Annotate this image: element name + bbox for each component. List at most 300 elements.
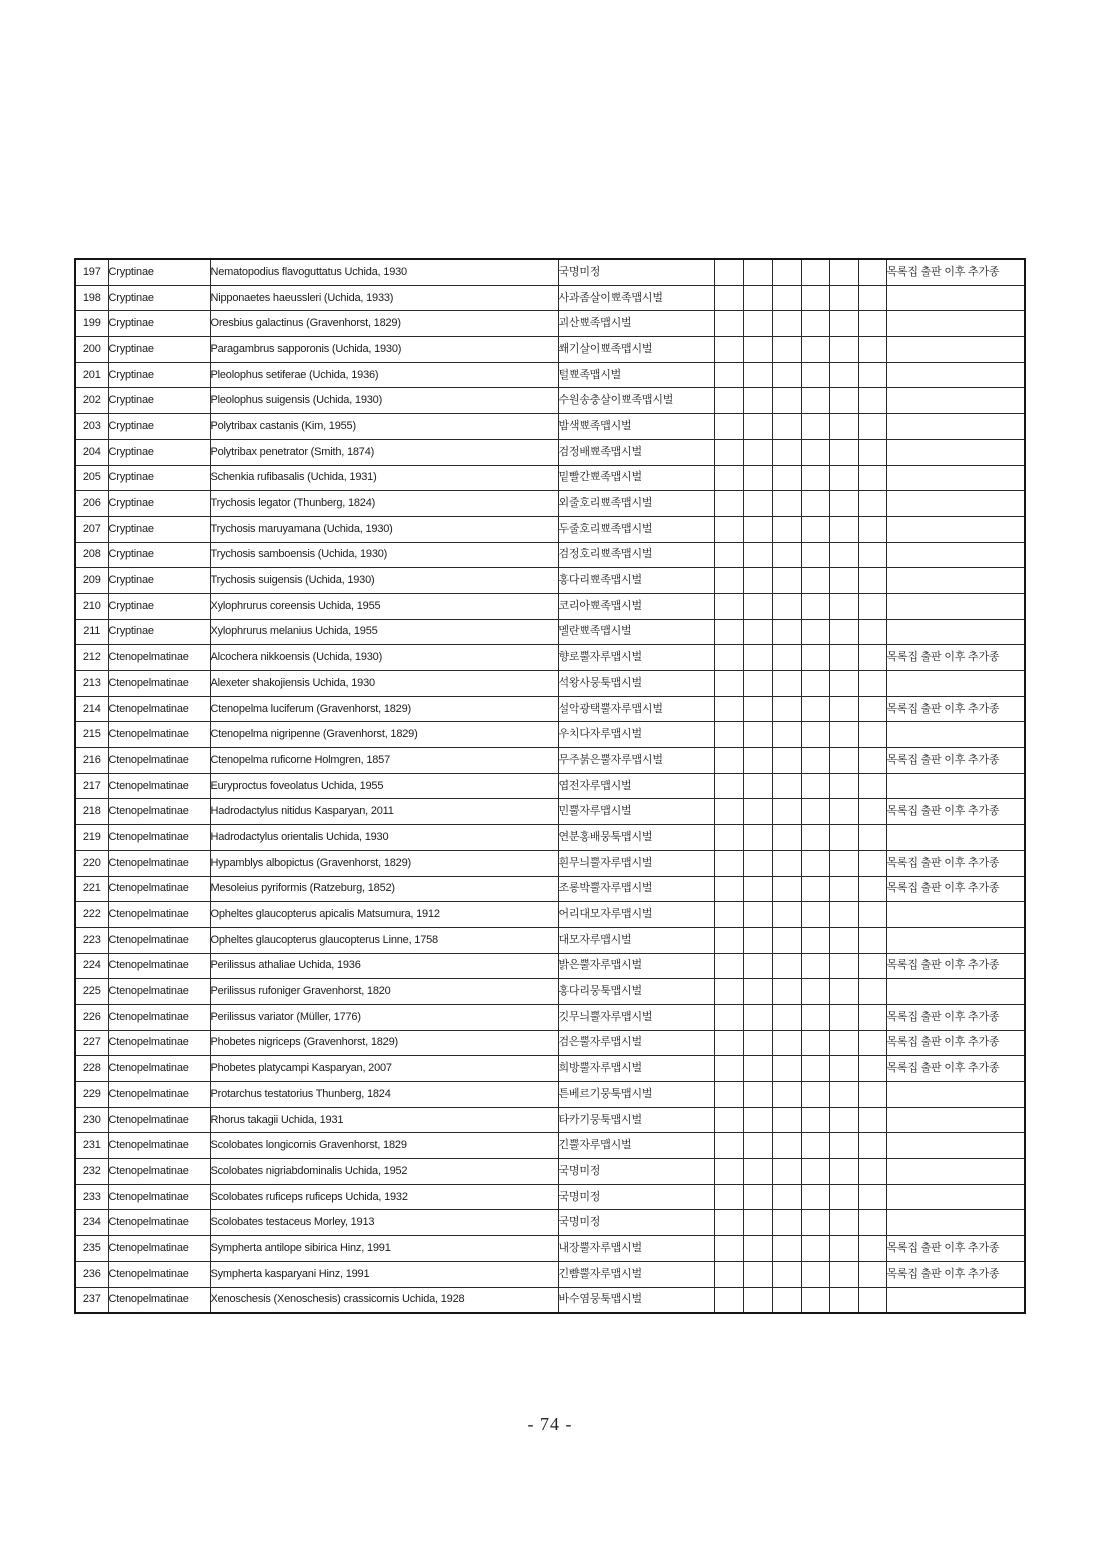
note-cell <box>886 1184 1025 1210</box>
note-cell: 목록집 출판 이후 추가종 <box>886 1030 1025 1056</box>
checklist-empty-cell <box>801 1236 829 1262</box>
checklist-empty-cell <box>829 1287 858 1313</box>
korean-name-cell: 깃무늬뿔자루맵시벌 <box>558 1004 714 1030</box>
subfamily-cell: Ctenopelmatinae <box>108 773 210 799</box>
checklist-empty-cell <box>743 722 772 748</box>
subfamily-cell: Ctenopelmatinae <box>108 799 210 825</box>
checklist-empty-cell <box>801 696 829 722</box>
checklist-empty-cell <box>743 825 772 851</box>
species-table-body <box>75 259 1025 1313</box>
subfamily-cell: Ctenopelmatinae <box>108 1184 210 1210</box>
row-number-cell: 229 <box>75 1082 108 1108</box>
checklist-empty-cell <box>772 1261 801 1287</box>
scientific-name-cell: Ctenopelma ruficorne Holmgren, 1857 <box>210 748 558 774</box>
checklist-empty-cell <box>829 696 858 722</box>
checklist-empty-cell <box>772 259 801 285</box>
subfamily-cell: Ctenopelmatinae <box>108 1056 210 1082</box>
row-number-cell: 209 <box>75 568 108 594</box>
note-cell <box>886 902 1025 928</box>
checklist-empty-cell <box>743 850 772 876</box>
checklist-empty-cell <box>858 388 886 414</box>
checklist-empty-cell <box>801 773 829 799</box>
checklist-empty-cell <box>858 902 886 928</box>
subfamily-cell: Ctenopelmatinae <box>108 979 210 1005</box>
table-row <box>75 362 1025 388</box>
row-number-cell: 232 <box>75 1159 108 1185</box>
checklist-empty-cell <box>801 902 829 928</box>
checklist-empty-cell <box>714 362 743 388</box>
table-row <box>75 1056 1025 1082</box>
checklist-empty-cell <box>743 259 772 285</box>
checklist-empty-cell <box>858 311 886 337</box>
table-row <box>75 259 1025 285</box>
checklist-empty-cell <box>858 1133 886 1159</box>
checklist-empty-cell <box>801 337 829 363</box>
checklist-empty-cell <box>714 1236 743 1262</box>
checklist-empty-cell <box>829 285 858 311</box>
scientific-name-cell: Trychosis maruyamana (Uchida, 1930) <box>210 516 558 542</box>
checklist-empty-cell <box>829 414 858 440</box>
checklist-empty-cell <box>772 1287 801 1313</box>
subfamily-cell: Ctenopelmatinae <box>108 876 210 902</box>
row-number-cell: 236 <box>75 1261 108 1287</box>
scientific-name-cell: Perilissus rufoniger Gravenhorst, 1820 <box>210 979 558 1005</box>
scientific-name-cell: Phobetes platycampi Kasparyan, 2007 <box>210 1056 558 1082</box>
checklist-empty-cell <box>772 516 801 542</box>
note-cell: 목록집 출판 이후 추가종 <box>886 850 1025 876</box>
checklist-empty-cell <box>858 414 886 440</box>
checklist-empty-cell <box>858 1107 886 1133</box>
scientific-name-cell: Paragambrus sapporonis (Uchida, 1930) <box>210 337 558 363</box>
subfamily-cell: Ctenopelmatinae <box>108 645 210 671</box>
checklist-empty-cell <box>858 876 886 902</box>
checklist-empty-cell <box>743 593 772 619</box>
note-cell <box>886 388 1025 414</box>
checklist-empty-cell <box>772 850 801 876</box>
checklist-empty-cell <box>714 259 743 285</box>
checklist-empty-cell <box>743 902 772 928</box>
checklist-empty-cell <box>801 876 829 902</box>
checklist-empty-cell <box>801 285 829 311</box>
scientific-name-cell: Sympherta antilope sibirica Hinz, 1991 <box>210 1236 558 1262</box>
korean-name-cell: 털뾰족맵시벌 <box>558 362 714 388</box>
checklist-empty-cell <box>829 850 858 876</box>
checklist-empty-cell <box>772 1210 801 1236</box>
korean-name-cell: 연분홍배뭉툭맵시벌 <box>558 825 714 851</box>
checklist-empty-cell <box>743 1082 772 1108</box>
checklist-empty-cell <box>743 465 772 491</box>
table-row <box>75 671 1025 697</box>
checklist-empty-cell <box>772 748 801 774</box>
scientific-name-cell: Mesoleius pyriformis (Ratzeburg, 1852) <box>210 876 558 902</box>
row-number-cell: 200 <box>75 337 108 363</box>
note-cell <box>886 773 1025 799</box>
checklist-empty-cell <box>858 1159 886 1185</box>
checklist-empty-cell <box>801 311 829 337</box>
note-cell: 목록집 출판 이후 추가종 <box>886 748 1025 774</box>
checklist-empty-cell <box>829 773 858 799</box>
note-cell <box>886 1082 1025 1108</box>
table-row <box>75 1082 1025 1108</box>
scientific-name-cell: Hadrodactylus orientalis Uchida, 1930 <box>210 825 558 851</box>
row-number-cell: 213 <box>75 671 108 697</box>
note-cell <box>886 1107 1025 1133</box>
checklist-empty-cell <box>829 1159 858 1185</box>
checklist-empty-cell <box>772 825 801 851</box>
checklist-empty-cell <box>743 645 772 671</box>
checklist-empty-cell <box>772 1159 801 1185</box>
checklist-empty-cell <box>714 748 743 774</box>
checklist-empty-cell <box>801 619 829 645</box>
table-row <box>75 388 1025 414</box>
note-cell: 목록집 출판 이후 추가종 <box>886 799 1025 825</box>
note-cell <box>886 414 1025 440</box>
checklist-empty-cell <box>801 388 829 414</box>
note-cell: 목록집 출판 이후 추가종 <box>886 1236 1025 1262</box>
row-number-cell: 221 <box>75 876 108 902</box>
checklist-empty-cell <box>714 1261 743 1287</box>
checklist-empty-cell <box>801 362 829 388</box>
scientific-name-cell: Polytribax castanis (Kim, 1955) <box>210 414 558 440</box>
scientific-name-cell: Ctenopelma nigripenne (Gravenhorst, 1829) <box>210 722 558 748</box>
checklist-empty-cell <box>714 979 743 1005</box>
checklist-empty-cell <box>801 1056 829 1082</box>
checklist-empty-cell <box>743 1030 772 1056</box>
note-cell <box>886 311 1025 337</box>
scientific-name-cell: Pleolophus setiferae (Uchida, 1936) <box>210 362 558 388</box>
checklist-empty-cell <box>772 773 801 799</box>
row-number-cell: 219 <box>75 825 108 851</box>
checklist-empty-cell <box>801 491 829 517</box>
subfamily-cell: Ctenopelmatinae <box>108 850 210 876</box>
row-number-cell: 228 <box>75 1056 108 1082</box>
note-cell <box>886 593 1025 619</box>
checklist-empty-cell <box>858 1004 886 1030</box>
subfamily-cell: Ctenopelmatinae <box>108 1287 210 1313</box>
table-row <box>75 722 1025 748</box>
table-row <box>75 1261 1025 1287</box>
checklist-empty-cell <box>743 927 772 953</box>
checklist-empty-cell <box>714 542 743 568</box>
table-row <box>75 439 1025 465</box>
checklist-empty-cell <box>714 1082 743 1108</box>
checklist-empty-cell <box>772 311 801 337</box>
korean-name-cell: 석왕사뭉툭맵시벌 <box>558 671 714 697</box>
checklist-empty-cell <box>714 491 743 517</box>
scientific-name-cell: Pleolophus suigensis (Uchida, 1930) <box>210 388 558 414</box>
checklist-empty-cell <box>829 979 858 1005</box>
checklist-empty-cell <box>772 645 801 671</box>
korean-name-cell: 바수염뭉툭맵시벌 <box>558 1287 714 1313</box>
checklist-empty-cell <box>772 1133 801 1159</box>
checklist-empty-cell <box>714 337 743 363</box>
korean-name-cell: 국명미정 <box>558 1159 714 1185</box>
checklist-empty-cell <box>829 927 858 953</box>
checklist-empty-cell <box>772 671 801 697</box>
row-number-cell: 211 <box>75 619 108 645</box>
scientific-name-cell: Hypamblys albopictus (Gravenhorst, 1829) <box>210 850 558 876</box>
scientific-name-cell: Nematopodius flavoguttatus Uchida, 1930 <box>210 259 558 285</box>
checklist-empty-cell <box>829 465 858 491</box>
checklist-empty-cell <box>714 414 743 440</box>
subfamily-cell: Ctenopelmatinae <box>108 1004 210 1030</box>
page-number: - 74 - <box>527 1414 573 1434</box>
table-row <box>75 645 1025 671</box>
checklist-empty-cell <box>743 568 772 594</box>
row-number-cell: 212 <box>75 645 108 671</box>
korean-name-cell: 검정배뾰족맵시벌 <box>558 439 714 465</box>
checklist-empty-cell <box>829 516 858 542</box>
checklist-empty-cell <box>743 671 772 697</box>
note-cell <box>886 568 1025 594</box>
checklist-empty-cell <box>858 1287 886 1313</box>
note-cell <box>886 671 1025 697</box>
checklist-empty-cell <box>829 542 858 568</box>
korean-name-cell: 향로뿔자루맵시벌 <box>558 645 714 671</box>
table-row <box>75 927 1025 953</box>
checklist-empty-cell <box>714 876 743 902</box>
scientific-name-cell: Schenkia rufibasalis (Uchida, 1931) <box>210 465 558 491</box>
table-row <box>75 850 1025 876</box>
korean-name-cell: 민뿔자루맵시벌 <box>558 799 714 825</box>
note-cell <box>886 337 1025 363</box>
checklist-empty-cell <box>858 799 886 825</box>
checklist-empty-cell <box>829 825 858 851</box>
checklist-empty-cell <box>858 645 886 671</box>
note-cell <box>886 1133 1025 1159</box>
checklist-empty-cell <box>714 568 743 594</box>
checklist-empty-cell <box>743 1004 772 1030</box>
checklist-empty-cell <box>714 1133 743 1159</box>
table-row <box>75 1210 1025 1236</box>
checklist-empty-cell <box>772 979 801 1005</box>
checklist-empty-cell <box>772 1056 801 1082</box>
note-cell <box>886 1287 1025 1313</box>
checklist-empty-cell <box>772 362 801 388</box>
korean-name-cell: 밑빨간뾰족맵시벌 <box>558 465 714 491</box>
table-row <box>75 799 1025 825</box>
checklist-empty-cell <box>829 1133 858 1159</box>
subfamily-cell: Ctenopelmatinae <box>108 1133 210 1159</box>
checklist-empty-cell <box>714 671 743 697</box>
table-row <box>75 748 1025 774</box>
korean-name-cell: 두줄호리뾰족맵시벌 <box>558 516 714 542</box>
checklist-empty-cell <box>772 1184 801 1210</box>
korean-name-cell: 검은뿔자루맵시벌 <box>558 1030 714 1056</box>
scientific-name-cell: Phobetes nigriceps (Gravenhorst, 1829) <box>210 1030 558 1056</box>
checklist-empty-cell <box>714 825 743 851</box>
checklist-empty-cell <box>829 1184 858 1210</box>
checklist-empty-cell <box>714 1210 743 1236</box>
checklist-empty-cell <box>801 1210 829 1236</box>
row-number-cell: 206 <box>75 491 108 517</box>
checklist-empty-cell <box>714 593 743 619</box>
table-row <box>75 1030 1025 1056</box>
checklist-empty-cell <box>801 414 829 440</box>
checklist-empty-cell <box>829 388 858 414</box>
checklist-empty-cell <box>829 1261 858 1287</box>
checklist-empty-cell <box>829 1082 858 1108</box>
checklist-empty-cell <box>743 1210 772 1236</box>
row-number-cell: 201 <box>75 362 108 388</box>
checklist-empty-cell <box>801 1133 829 1159</box>
subfamily-cell: Ctenopelmatinae <box>108 722 210 748</box>
checklist-empty-cell <box>743 516 772 542</box>
checklist-empty-cell <box>829 1030 858 1056</box>
checklist-empty-cell <box>858 1236 886 1262</box>
checklist-empty-cell <box>743 542 772 568</box>
note-cell <box>886 619 1025 645</box>
checklist-empty-cell <box>801 1004 829 1030</box>
checklist-empty-cell <box>858 1056 886 1082</box>
korean-name-cell: 사과좀살이뾰족맵시벌 <box>558 285 714 311</box>
subfamily-cell: Ctenopelmatinae <box>108 748 210 774</box>
checklist-empty-cell <box>858 259 886 285</box>
subfamily-cell: Ctenopelmatinae <box>108 1159 210 1185</box>
checklist-empty-cell <box>714 722 743 748</box>
row-number-cell: 216 <box>75 748 108 774</box>
subfamily-cell: Ctenopelmatinae <box>108 953 210 979</box>
checklist-empty-cell <box>858 593 886 619</box>
checklist-empty-cell <box>801 953 829 979</box>
checklist-empty-cell <box>714 439 743 465</box>
checklist-empty-cell <box>743 491 772 517</box>
checklist-empty-cell <box>858 850 886 876</box>
checklist-empty-cell <box>829 799 858 825</box>
checklist-empty-cell <box>743 1056 772 1082</box>
subfamily-cell: Ctenopelmatinae <box>108 1236 210 1262</box>
checklist-empty-cell <box>829 337 858 363</box>
checklist-empty-cell <box>743 1236 772 1262</box>
checklist-empty-cell <box>829 748 858 774</box>
checklist-empty-cell <box>829 593 858 619</box>
checklist-empty-cell <box>714 927 743 953</box>
checklist-empty-cell <box>858 516 886 542</box>
scientific-name-cell: Protarchus testatorius Thunberg, 1824 <box>210 1082 558 1108</box>
korean-name-cell: 홍다리뾰족맵시벌 <box>558 568 714 594</box>
checklist-empty-cell <box>858 722 886 748</box>
subfamily-cell: Ctenopelmatinae <box>108 1107 210 1133</box>
scientific-name-cell: Scolobates nigriabdominalis Uchida, 1952 <box>210 1159 558 1185</box>
checklist-empty-cell <box>772 953 801 979</box>
note-cell <box>886 362 1025 388</box>
row-number-cell: 208 <box>75 542 108 568</box>
checklist-empty-cell <box>801 439 829 465</box>
checklist-empty-cell <box>801 825 829 851</box>
checklist-empty-cell <box>829 671 858 697</box>
checklist-empty-cell <box>801 1287 829 1313</box>
checklist-empty-cell <box>714 773 743 799</box>
table-row <box>75 619 1025 645</box>
note-cell: 목록집 출판 이후 추가종 <box>886 1056 1025 1082</box>
checklist-empty-cell <box>714 1159 743 1185</box>
table-row <box>75 311 1025 337</box>
scientific-name-cell: Opheltes glaucopterus apicalis Matsumura, 1912 <box>210 902 558 928</box>
subfamily-cell: Ctenopelmatinae <box>108 1030 210 1056</box>
checklist-empty-cell <box>714 645 743 671</box>
subfamily-cell: Cryptinae <box>108 516 210 542</box>
note-cell: 목록집 출판 이후 추가종 <box>886 696 1025 722</box>
row-number-cell: 227 <box>75 1030 108 1056</box>
checklist-empty-cell <box>801 593 829 619</box>
checklist-empty-cell <box>714 1107 743 1133</box>
checklist-empty-cell <box>743 1107 772 1133</box>
checklist-empty-cell <box>714 388 743 414</box>
subfamily-cell: Cryptinae <box>108 568 210 594</box>
checklist-empty-cell <box>714 696 743 722</box>
row-number-cell: 237 <box>75 1287 108 1313</box>
checklist-empty-cell <box>858 696 886 722</box>
checklist-empty-cell <box>714 850 743 876</box>
checklist-empty-cell <box>829 876 858 902</box>
checklist-empty-cell <box>772 1030 801 1056</box>
checklist-empty-cell <box>714 516 743 542</box>
checklist-empty-cell <box>714 285 743 311</box>
scientific-name-cell: Scolobates ruficeps ruficeps Uchida, 1932 <box>210 1184 558 1210</box>
checklist-empty-cell <box>829 1107 858 1133</box>
checklist-empty-cell <box>743 1287 772 1313</box>
table-row <box>75 414 1025 440</box>
korean-name-cell: 멜란뾰족맵시벌 <box>558 619 714 645</box>
row-number-cell: 205 <box>75 465 108 491</box>
checklist-empty-cell <box>743 1184 772 1210</box>
checklist-empty-cell <box>772 337 801 363</box>
checklist-empty-cell <box>858 1184 886 1210</box>
checklist-empty-cell <box>801 1159 829 1185</box>
scientific-name-cell: Euryproctus foveolatus Uchida, 1955 <box>210 773 558 799</box>
table-row <box>75 825 1025 851</box>
checklist-empty-cell <box>714 953 743 979</box>
table-row <box>75 1236 1025 1262</box>
checklist-empty-cell <box>743 285 772 311</box>
note-cell <box>886 491 1025 517</box>
row-number-cell: 224 <box>75 953 108 979</box>
checklist-empty-cell <box>858 1261 886 1287</box>
checklist-empty-cell <box>772 593 801 619</box>
table-row <box>75 1184 1025 1210</box>
korean-name-cell: 대모자루맵시벌 <box>558 927 714 953</box>
checklist-empty-cell <box>743 773 772 799</box>
note-cell <box>886 439 1025 465</box>
checklist-empty-cell <box>714 1056 743 1082</box>
checklist-empty-cell <box>858 671 886 697</box>
note-cell <box>886 542 1025 568</box>
checklist-empty-cell <box>829 722 858 748</box>
subfamily-cell: Cryptinae <box>108 388 210 414</box>
checklist-empty-cell <box>858 568 886 594</box>
korean-name-cell: 외줄호리뾰족맵시벌 <box>558 491 714 517</box>
checklist-empty-cell <box>743 439 772 465</box>
scientific-name-cell: Perilissus athaliae Uchida, 1936 <box>210 953 558 979</box>
row-number-cell: 225 <box>75 979 108 1005</box>
row-number-cell: 222 <box>75 902 108 928</box>
subfamily-cell: Cryptinae <box>108 414 210 440</box>
checklist-empty-cell <box>801 1261 829 1287</box>
note-cell: 목록집 출판 이후 추가종 <box>886 645 1025 671</box>
row-number-cell: 217 <box>75 773 108 799</box>
row-number-cell: 218 <box>75 799 108 825</box>
row-number-cell: 214 <box>75 696 108 722</box>
note-cell <box>886 285 1025 311</box>
row-number-cell: 226 <box>75 1004 108 1030</box>
checklist-empty-cell <box>858 748 886 774</box>
korean-name-cell: 검정호리뾰족맵시벌 <box>558 542 714 568</box>
checklist-empty-cell <box>858 465 886 491</box>
table-row <box>75 773 1025 799</box>
subfamily-cell: Ctenopelmatinae <box>108 696 210 722</box>
checklist-empty-cell <box>858 491 886 517</box>
checklist-empty-cell <box>743 1159 772 1185</box>
